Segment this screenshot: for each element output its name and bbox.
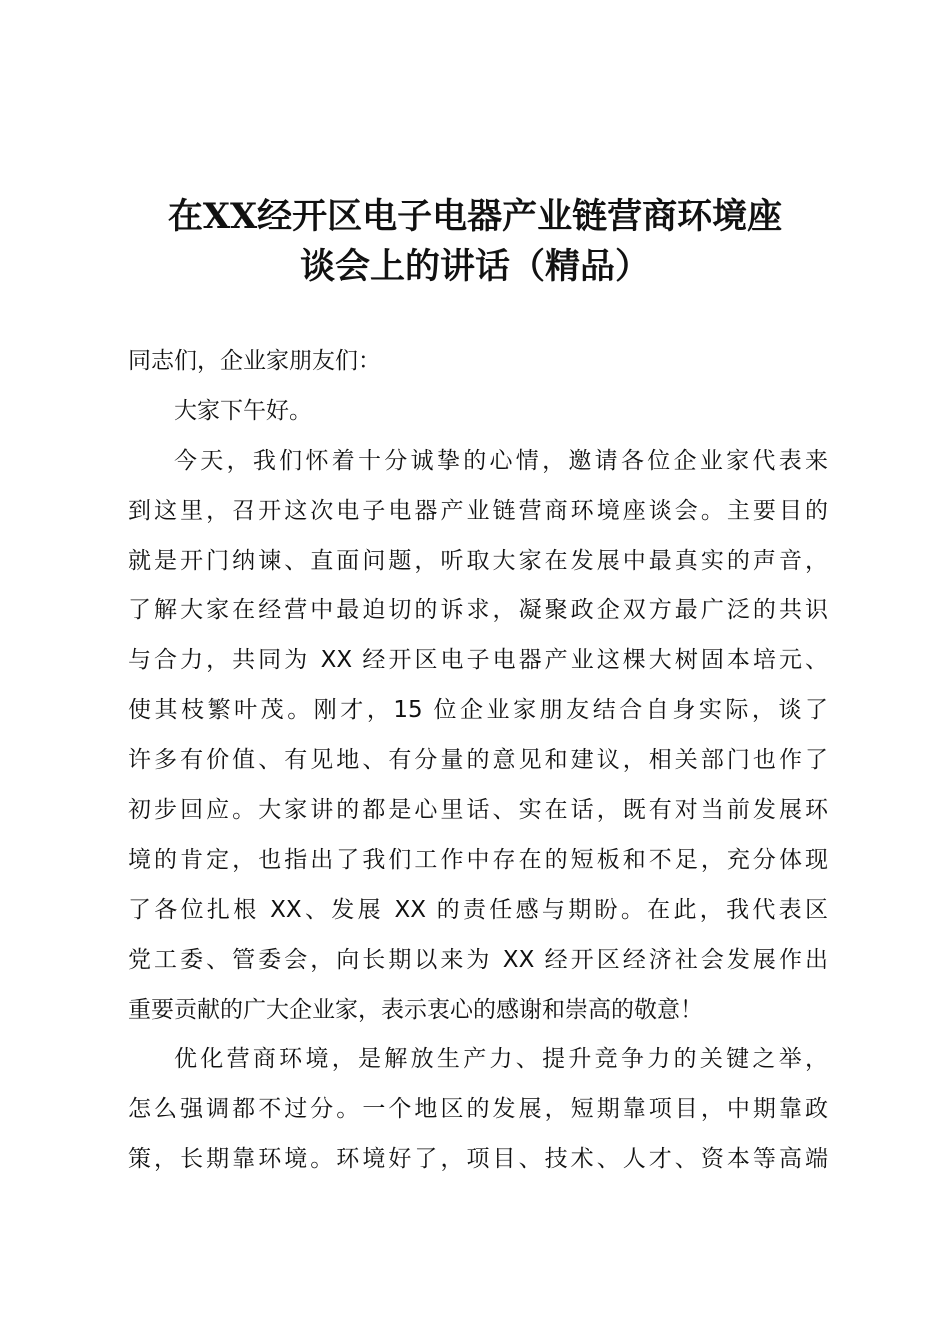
document-body <box>128 337 828 1185</box>
title-line: 在XX经开区电子电器产业链营商环境座 <box>167 196 783 237</box>
paragraph-line: 到这里，召开这次电子电器产业链营商环境座谈会。主要目的 <box>128 497 828 524</box>
title-line: 谈会上的讲话（精品） <box>299 246 650 287</box>
paragraph-line: 许多有价值、有见地、有分量的意见和建议，相关部门也作了 <box>128 747 828 774</box>
paragraph-line: 了解大家在经营中最迫切的诉求，凝聚政企双方最广泛的共识 <box>128 597 828 624</box>
paragraph-line: 使其枝繁叶茂。刚才，15 位企业家朋友结合自身实际，谈了 <box>128 697 828 724</box>
paragraph-line: 了各位扎根 XX、发展 XX 的责任感与期盼。在此，我代表区 <box>128 896 828 923</box>
paragraph-line: 重要贡献的广大企业家，表示衷心的感谢和崇高的敬意！ <box>128 996 703 1023</box>
document-title <box>0 192 950 292</box>
paragraph-line: 今天，我们怀着十分诚挚的心情，邀请各位企业家代表来 <box>174 447 828 474</box>
paragraph-line: 优化营商环境，是解放生产力、提升竞争力的关键之举， <box>174 1046 828 1073</box>
paragraph-line: 策，长期靠环境。环境好了，项目、技术、人才、资本等高端 <box>128 1146 828 1173</box>
paragraph-line: 与合力，共同为 XX 经开区电子电器产业这棵大树固本培元、 <box>128 647 828 674</box>
paragraph-line: 就是开门纳谏、直面问题，听取大家在发展中最真实的声音， <box>128 547 828 574</box>
paragraph-line: 党工委、管委会，向长期以来为 XX 经开区经济社会发展作出 <box>128 946 828 973</box>
paragraph-line: 境的肯定，也指出了我们工作中存在的短板和不足，充分体现 <box>128 846 828 873</box>
paragraph-line: 初步回应。大家讲的都是心里话、实在话，既有对当前发展环 <box>128 797 828 824</box>
paragraph-line: 怎么强调都不过分。一个地区的发展，短期靠项目，中期靠政 <box>128 1096 828 1123</box>
greeting: 大家下午好。 <box>174 397 312 424</box>
salutation: 同志们，企业家朋友们： <box>128 348 381 374</box>
